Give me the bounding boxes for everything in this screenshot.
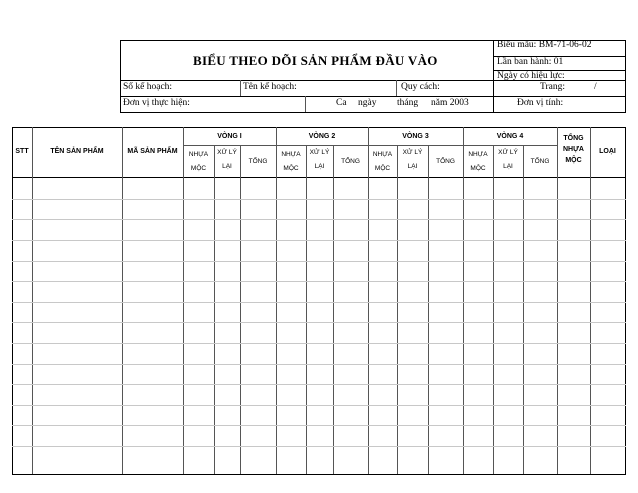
issue-number: Lần ban hành: 01 bbox=[497, 57, 564, 67]
raw-line2: MỘC bbox=[190, 165, 207, 172]
round-2-raw bbox=[276, 148, 306, 176]
col-type: LOẠI bbox=[599, 148, 616, 155]
raw-line2: MỘC bbox=[283, 165, 299, 172]
round-4-raw bbox=[463, 148, 493, 176]
raw-line1: NHỰA bbox=[468, 151, 488, 158]
raw-line1: NHỰA bbox=[188, 151, 209, 158]
department-label: Đơn vị thực hiện: bbox=[123, 98, 190, 108]
total-line2: NHỰA bbox=[563, 146, 584, 153]
proc-line1: XỬ LÝ bbox=[498, 149, 518, 156]
proc-line1: XỬ LÝ bbox=[402, 149, 423, 156]
col-product-name: TÊN SẢN PHẨM bbox=[50, 148, 104, 155]
col-total-raw bbox=[557, 133, 590, 166]
proc-line1: XỬ LÝ bbox=[309, 149, 330, 156]
round-4-header: VÒNG 4 bbox=[496, 133, 524, 140]
col-product-code: MÃ SẢN PHẨM bbox=[127, 148, 178, 155]
plan-name-label: Tên kế hoạch: bbox=[243, 82, 297, 92]
total-line3: MỘC bbox=[565, 157, 582, 164]
round-1-raw bbox=[183, 148, 214, 176]
round-4-reprocessed bbox=[493, 146, 523, 174]
shift-label: Ca bbox=[336, 98, 347, 108]
page-separator: / bbox=[594, 82, 597, 92]
round-2-reprocessed bbox=[306, 146, 333, 174]
year-label: năm 2003 bbox=[431, 98, 469, 108]
proc-line1: XỬ LÝ bbox=[217, 149, 237, 156]
proc-line2: LẠI bbox=[222, 163, 232, 170]
round-2-total: TỔNG bbox=[341, 158, 360, 165]
round-3-total: TỔNG bbox=[436, 158, 455, 165]
round-1-total: TỔNG bbox=[248, 158, 268, 165]
raw-line2: MỘC bbox=[470, 165, 486, 172]
round-4-total: TỔNG bbox=[530, 158, 550, 165]
col-stt: STT bbox=[15, 148, 29, 155]
proc-line2: LẠI bbox=[314, 163, 325, 170]
round-3-raw bbox=[368, 148, 397, 176]
raw-line2: MỘC bbox=[374, 165, 391, 172]
spec-label: Quy cách: bbox=[401, 82, 440, 92]
round-1-header: VÒNG I bbox=[217, 133, 242, 140]
round-2-header: VÒNG 2 bbox=[308, 133, 336, 140]
total-line1: TỔNG bbox=[563, 135, 584, 142]
effective-date-label: Ngày có hiệu lực: bbox=[497, 71, 565, 81]
form-title: BIỂU THEO DÕI SẢN PHẨM ĐẦU VÀO bbox=[193, 53, 438, 68]
form-code: Biểu mẫu: BM-71-06-02 bbox=[497, 40, 592, 50]
month-label: tháng bbox=[397, 98, 419, 108]
proc-line2: LẠI bbox=[503, 163, 513, 170]
raw-line1: NHỰA bbox=[372, 151, 393, 158]
raw-line1: NHỰA bbox=[281, 151, 301, 158]
day-label: ngày bbox=[358, 98, 377, 108]
unit-label: Đơn vị tính: bbox=[517, 98, 564, 108]
round-3-header: VÒNG 3 bbox=[402, 133, 429, 140]
plan-number-label: Số kế hoạch: bbox=[123, 82, 173, 92]
round-1-reprocessed bbox=[214, 146, 240, 174]
page-label: Trang: bbox=[540, 82, 565, 92]
proc-line2: LẠI bbox=[407, 163, 418, 170]
round-3-reprocessed bbox=[397, 146, 428, 174]
